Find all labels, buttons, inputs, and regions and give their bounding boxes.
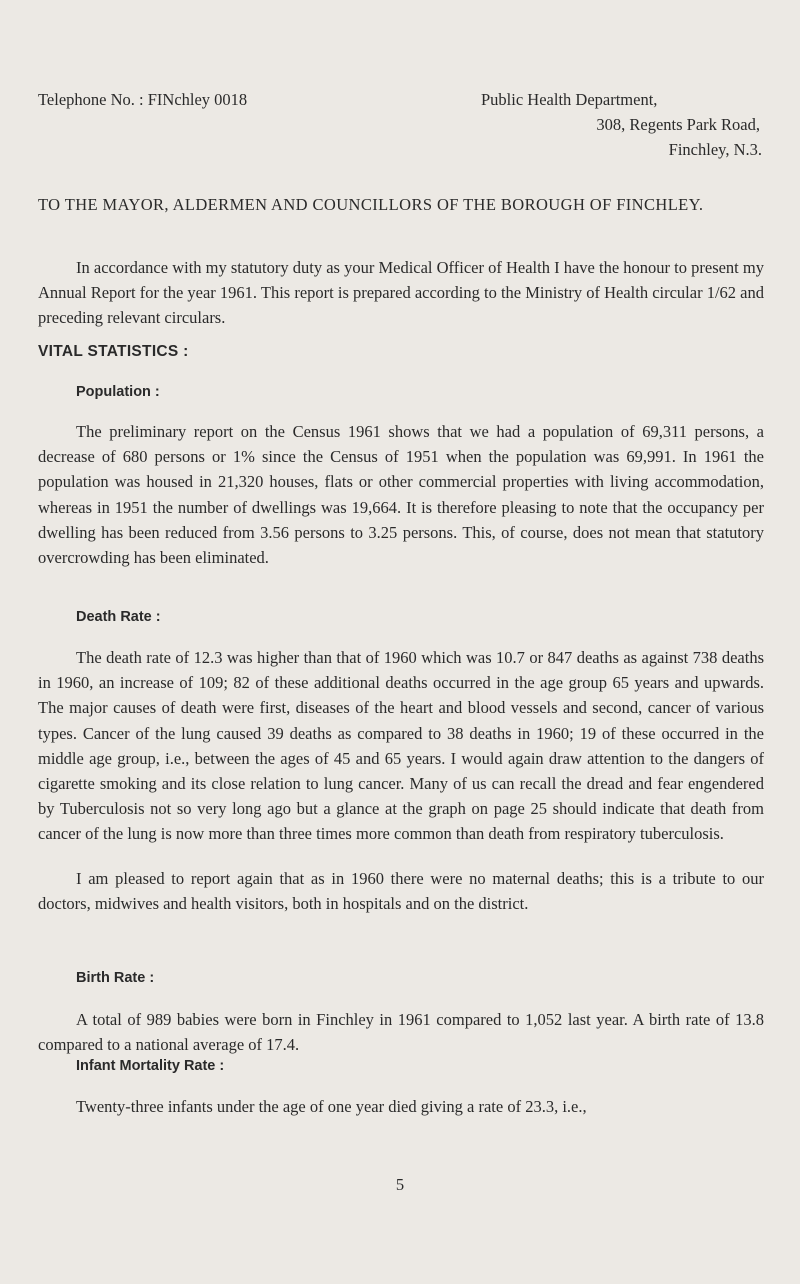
population-paragraph: The preliminary report on the Census 1961 shows that we had a population of 69,311 persons, a decrease of 680 persons or 1% since the Census of 1951 when the population was 69,991. In 1961 the population was housed in 21,320 houses, flats or other commercial properties with living accommodation, whereas in 1951 the number of dwellings was 19,664. It is therefore pleasing to note that the occupancy per dwelling has been reduced from 3.56 persons to 3.25 persons. This, of course, does not mean that statutory overcrowding has been eliminated. [38, 422, 764, 568]
telephone-line: Telephone No. : FINchley 0018 [38, 90, 248, 109]
subheading-population: Population : [76, 384, 160, 400]
section-heading-vital-statistics: VITAL STATISTICS : [38, 343, 189, 360]
death-rate-paragraph: The death rate of 12.3 was higher than that of 1960 which was 10.7 or 847 deaths as against 738 deaths in 1960, an increase of 109; 82 of these additional deaths occurred in the age group 65 years and upwards. The major causes of death were first, diseases of the heart and blood vessels and second, cancer of various types. Cancer of the lung caused 39 deaths as compared to 38 deaths in 1960; 19 of these occurred in the middle age group, i.e., between the ages of 45 and 65 years. I would again draw attention to the dangers of cigarette smoking and its close relation to lung cancer. Many of us can recall the dread and fear engendered by Tuberculosis not so very long ago but a glance at the graph on page 25 should indicate that death from cancer of the lung is now more than three times more common than death from respiratory tuberculosis. [38, 648, 764, 844]
intro-paragraph: In accordance with my statutory duty as your Medical Officer of Health I have the honour to present my Annual Report for the year 1961. This report is prepared according to the Ministry of Health circular 1/62 and preceding relevant circulars. [38, 258, 764, 328]
address-line-1: Public Health Department, [481, 90, 658, 109]
subheading-infant-mortality: Infant Mortality Rate : [76, 1058, 225, 1074]
infant-mortality-paragraph: Twenty-three infants under the age of one year died giving a rate of 23.3, i.e., [76, 1097, 587, 1116]
page-number: 5 [395, 1175, 405, 1194]
subheading-birth-rate: Birth Rate : [76, 970, 155, 986]
maternal-deaths-paragraph: I am pleased to report again that as in 1960 there were no maternal deaths; this is a tribute to our doctors, midwives and health visitors, both in hospitals and on the district. [38, 869, 764, 914]
address-line-2: 308, Regents Park Road, [596, 115, 760, 134]
address-line-3: Finchley, N.3. [668, 140, 762, 159]
subheading-death-rate: Death Rate : [76, 609, 161, 625]
salutation: TO THE MAYOR, ALDERMEN AND COUNCILLORS OF THE BOROUGH OF FINCHLEY. [38, 195, 704, 214]
birth-rate-paragraph: A total of 989 babies were born in Finchley in 1961 compared to 1,052 last year. A birth rate of 13.8 compared to a national average of 17.4. [38, 1010, 764, 1055]
